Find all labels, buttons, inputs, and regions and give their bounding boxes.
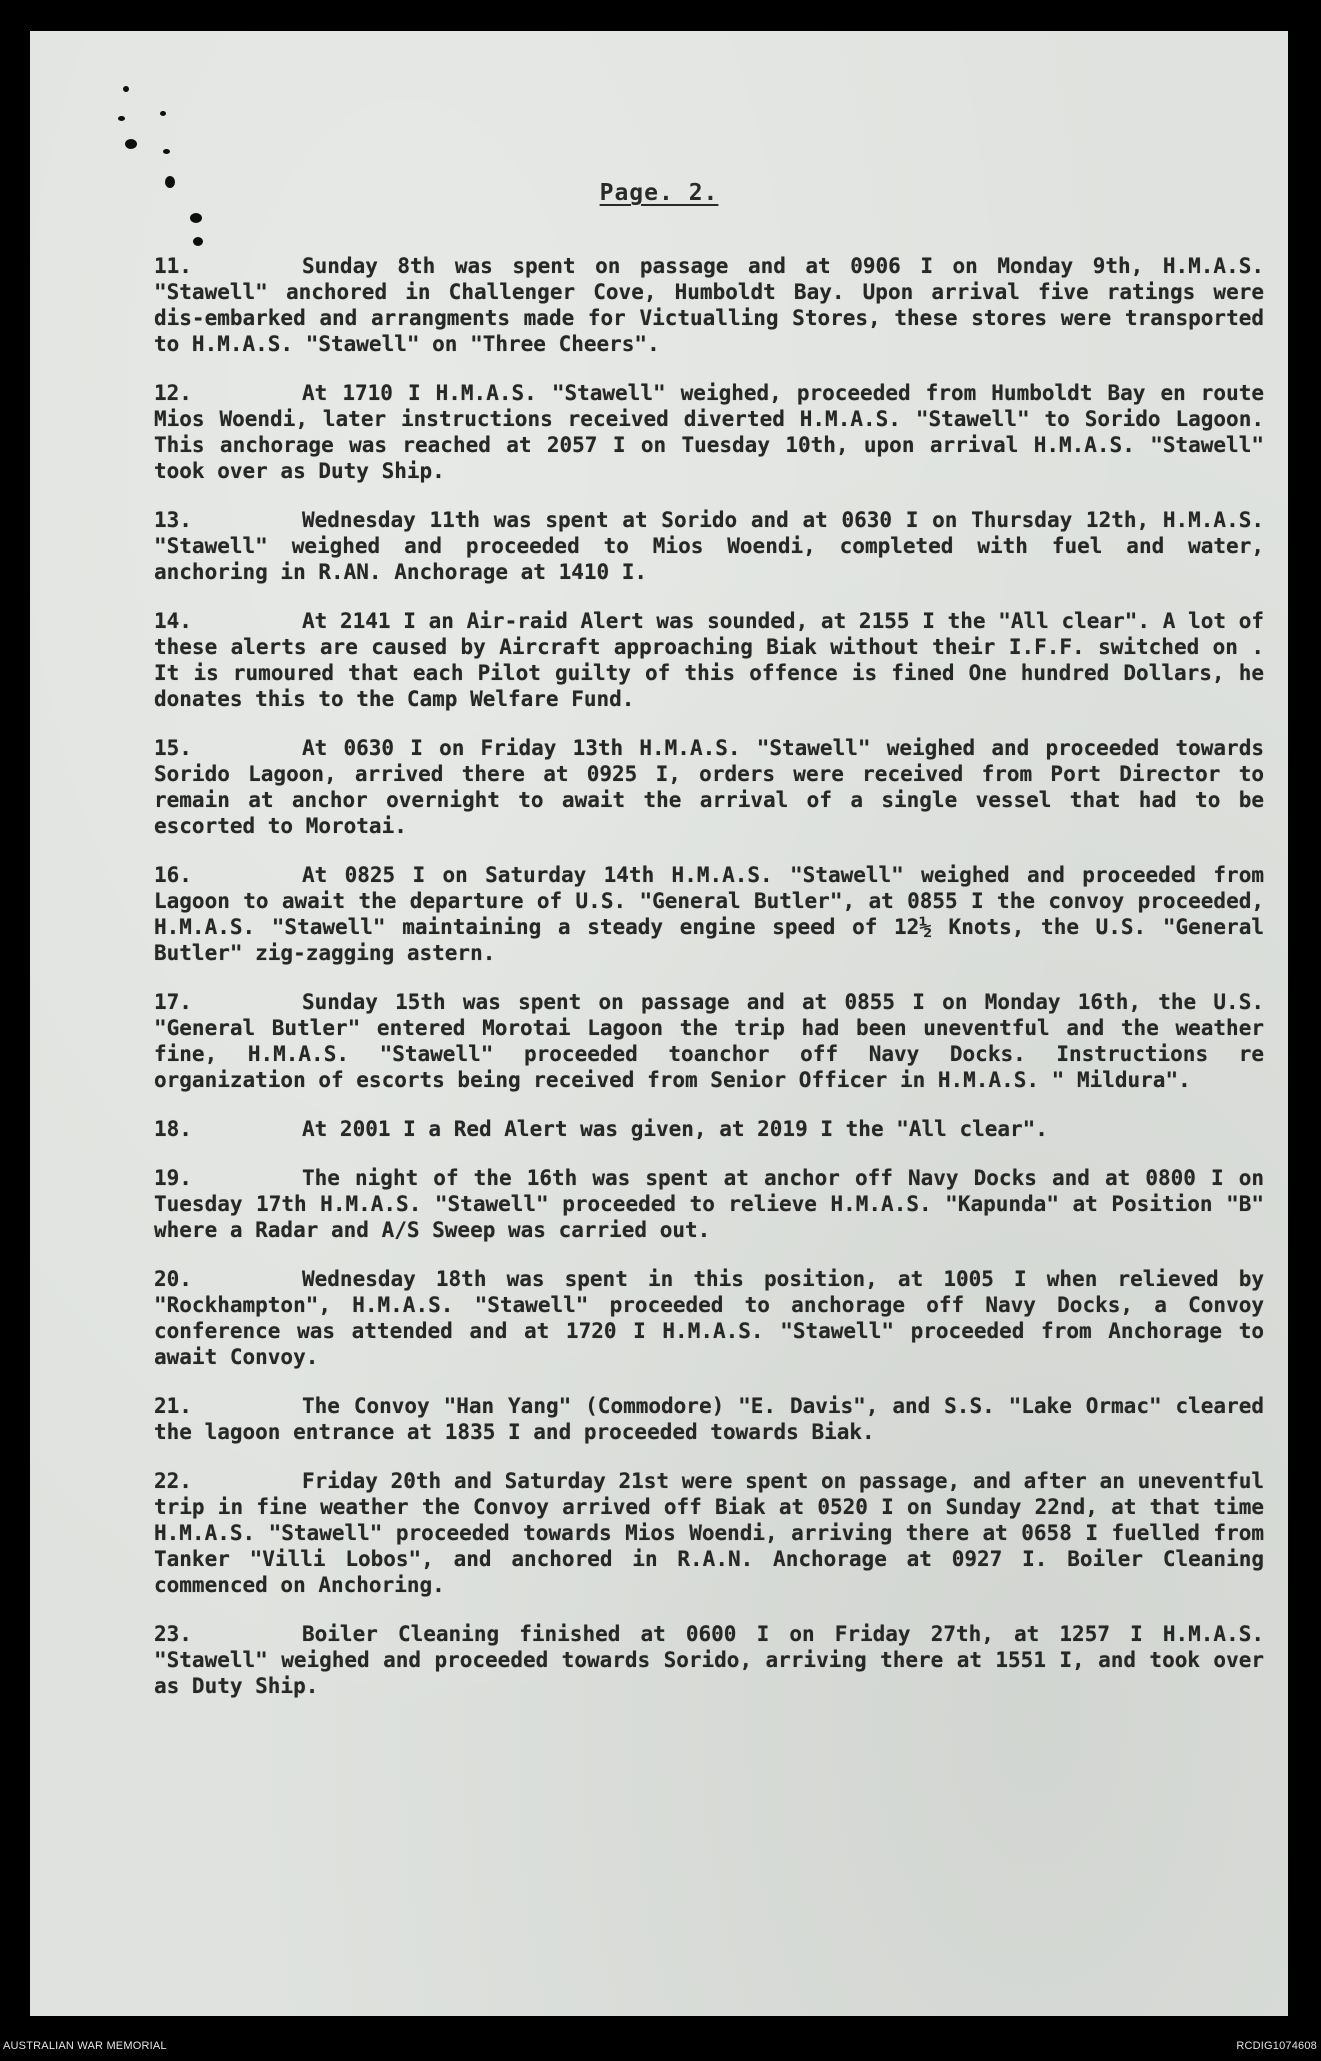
report-paragraph [154, 507, 1264, 585]
report-paragraph [154, 608, 1264, 712]
paragraph-number: 12. [154, 381, 192, 405]
report-paragraph [154, 1393, 1264, 1445]
paragraph-text: Friday 20th and Saturday 21st were spent on passage, and after an uneventful trip in fine weather the Convoy arrived off Biak at 0520 I on Sunday 22nd, at that time H.M.A.S. "Stawell" proceeded towards Mios Woendi, arriving there at 0658 I fuelled from Tanker "Villi Lobos", and anchored in R.A.N. Anchorage at 0927 I. Boiler Cleaning commenced on Anchoring. [154, 1469, 1264, 1597]
punch-hole [160, 111, 166, 116]
report-paragraph [154, 1116, 1264, 1142]
punch-hole [193, 237, 203, 246]
paragraph-number: 16. [154, 863, 192, 887]
report-paragraph [154, 862, 1264, 966]
report-paragraph [154, 1621, 1264, 1699]
report-paragraph [154, 380, 1264, 484]
paragraph-text: At 0630 I on Friday 13th H.M.A.S. "Stawell" weighed and proceeded towards Sorido Lagoon, arrived there at 0925 I, orders were received from Port Director to remain at anchor overnight to await the arrival of a single vessel that had to be escorted to Morotai. [154, 736, 1264, 838]
paragraph-number: 22. [154, 1469, 192, 1493]
paragraph-number: 20. [154, 1267, 192, 1291]
paragraph-text: Boiler Cleaning finished at 0600 I on Friday 27th, at 1257 I H.M.A.S. "Stawell" weighed and proceeded towards Sorido, arriving there at 1551 I, and took over as Duty Ship. [154, 1622, 1264, 1698]
document-page [30, 31, 1288, 2016]
punch-hole [125, 139, 137, 149]
paragraph-text: At 2141 I an Air-raid Alert was sounded, at 2155 I the "All clear". A lot of these alerts are caused by Aircraft approaching Biak without their I.F.F. switched on . It is rumoured that each Pilot guilty of this offence is fined One hundred Dollars, he donates this to the Camp Welfare Fund. [154, 609, 1264, 711]
paragraph-number: 18. [154, 1117, 192, 1141]
paragraph-number: 14. [154, 609, 192, 633]
paragraph-text: At 2001 I a Red Alert was given, at 2019 I the "All clear". [302, 1117, 1048, 1141]
punch-hole [163, 149, 170, 154]
page-heading [30, 180, 1288, 206]
archive-credit: AUSTRALIAN WAR MEMORIAL [3, 2040, 167, 2052]
report-body [154, 253, 1264, 1722]
report-paragraph [154, 989, 1264, 1093]
punch-hole [123, 86, 129, 92]
paragraph-text: Sunday 8th was spent on passage and at 0906 I on Monday 9th, H.M.A.S. "Stawell" anchored in Challenger Cove, Humboldt Bay. Upon arrival five ratings were dis-embarked and arrangments made for Victualling Stores, these stores were transported to H.M.A.S. "Stawell" on "Three Cheers". [154, 254, 1264, 356]
report-paragraph [154, 1165, 1264, 1243]
paragraph-text: Wednesday 11th was spent at Sorido and at 0630 I on Thursday 12th, H.M.A.S. "Stawell" weighed and proceeded to Mios Woendi, completed with fuel and water, anchoring in R.AN. Anchorage at 1410 I. [154, 508, 1264, 584]
paragraph-text: Sunday 15th was spent on passage and at 0855 I on Monday 16th, the U.S. "General Butler" entered Morotai Lagoon the trip had been uneventful and the weather fine, H.M.A.S. "Stawell" proceeded toanchor off Navy Docks. Instructions re organization of escorts being received from Senior Officer in H.M.A.S. " Mildura". [154, 990, 1264, 1092]
report-paragraph [154, 1266, 1264, 1370]
paragraph-text: At 0825 I on Saturday 14th H.M.A.S. "Stawell" weighed and proceeded from Lagoon to await the departure of U.S. "General Butler", at 0855 I the convoy proceeded, H.M.A.S. "Stawell" maintaining a steady engine speed of 12½ Knots, the U.S. "General Butler" zig-zagging astern. [154, 863, 1264, 965]
paragraph-number: 17. [154, 990, 192, 1014]
paragraph-number: 19. [154, 1166, 192, 1190]
paragraph-text: The night of the 16th was spent at anchor off Navy Docks and at 0800 I on Tuesday 17th H.M.A.S. "Stawell" proceeded to relieve H.M.A.S. "Kapunda" at Position "B" where a Radar and A/S Sweep was carried out. [154, 1166, 1264, 1242]
paragraph-number: 21. [154, 1394, 192, 1418]
paragraph-number: 13. [154, 508, 192, 532]
paragraph-number: 23. [154, 1622, 192, 1646]
paragraph-text: Wednesday 18th was spent in this position, at 1005 I when relieved by "Rockhampton", H.M.A.S. "Stawell" proceeded to anchorage off Navy Docks, a Convoy conference was attended and at 1720 I H.M.A.S. "Stawell" proceeded from Anchorage to await Convoy. [154, 1267, 1264, 1369]
report-paragraph [154, 253, 1264, 357]
record-id: RCDIG1074608 [1236, 2040, 1317, 2052]
punch-hole [118, 116, 125, 121]
paragraph-text: At 1710 I H.M.A.S. "Stawell" weighed, proceeded from Humboldt Bay en route Mios Woendi, later instructions received diverted H.M.A.S. "Stawell" to Sorido Lagoon. This anchorage was reached at 2057 I on Tuesday 10th, upon arrival H.M.A.S. "Stawell" took over as Duty Ship. [154, 381, 1264, 483]
paragraph-number: 11. [154, 254, 192, 278]
punch-hole [190, 213, 202, 223]
paragraph-text: The Convoy "Han Yang" (Commodore) "E. Davis", and S.S. "Lake Ormac" cleared the lagoon entrance at 1835 I and proceeded towards Biak. [154, 1394, 1264, 1444]
paragraph-number: 15. [154, 736, 192, 760]
page-heading-text: Page. 2. [599, 180, 719, 206]
report-paragraph [154, 735, 1264, 839]
report-paragraph [154, 1468, 1264, 1598]
